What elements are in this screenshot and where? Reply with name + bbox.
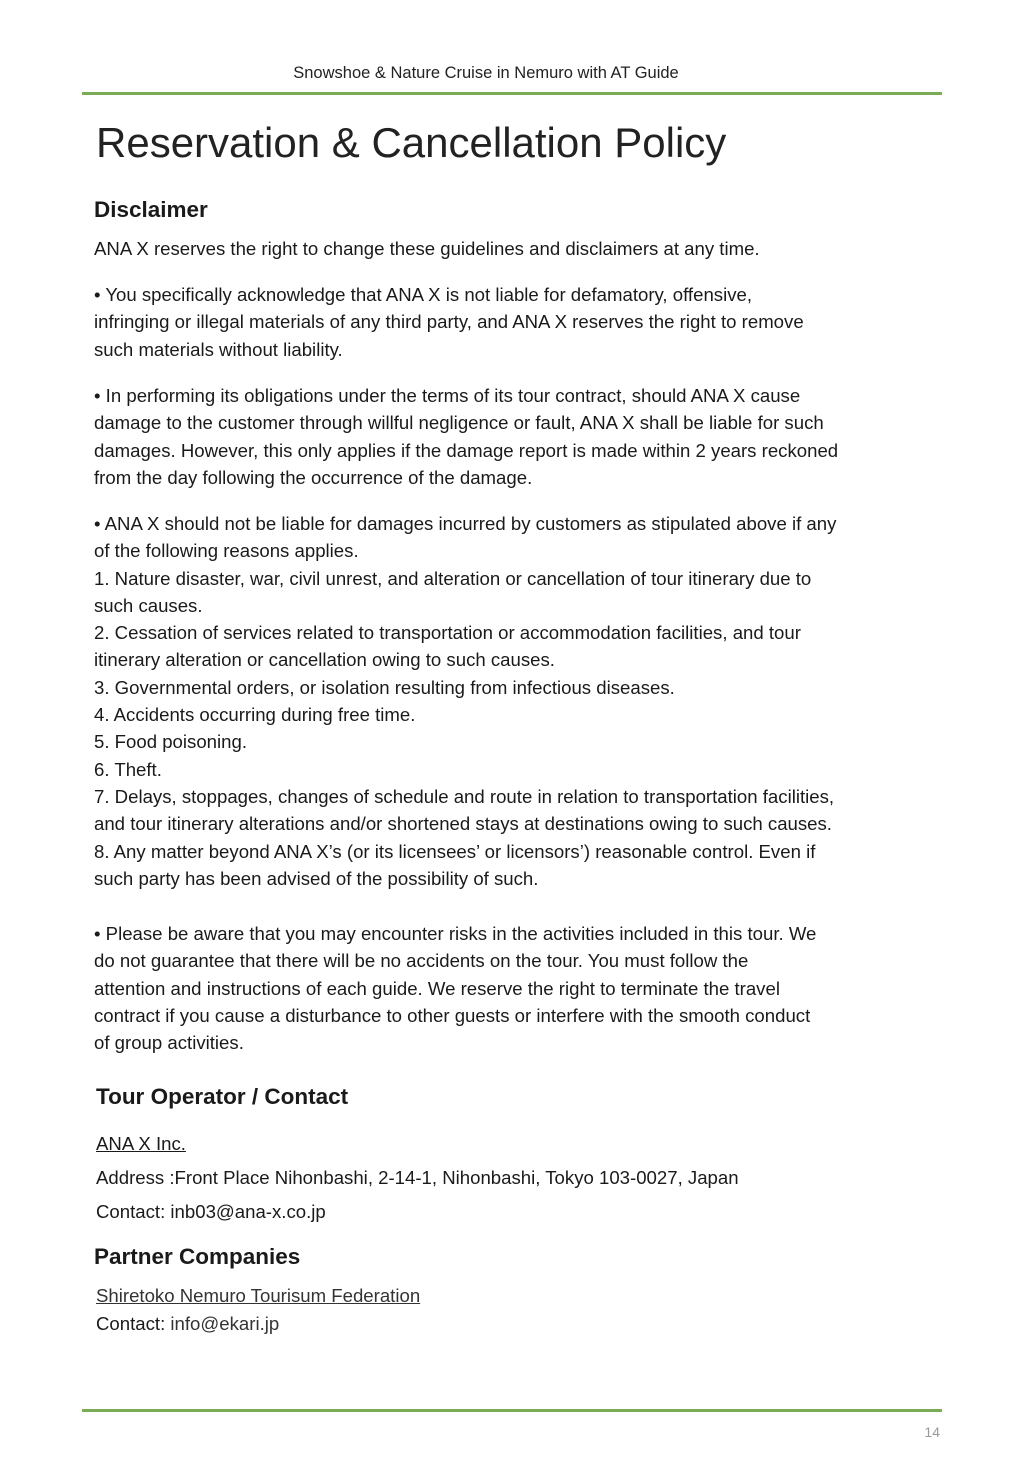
- list-item: 7. Delays, stoppages, changes of schedule and route in relation to transportation facilities,: [94, 785, 835, 807]
- text-line: of the following reasons applies.: [94, 540, 359, 562]
- operator-contact: Contact: inb03@ana-x.co.jp: [96, 1201, 326, 1222]
- list-item: 6. Theft.: [94, 758, 162, 780]
- text-line: • In performing its obligations under the terms of its tour contract, should ANA X cause: [94, 385, 801, 406]
- operator-company: [96, 1130, 186, 1157]
- text-line: damage to the customer through willful negligence or fault, ANA X shall be liable for such: [94, 412, 824, 434]
- text-line: • Please be aware that you may encounter risks in the activities included in this tour. We: [94, 923, 817, 944]
- operator-address: Address :Front Place Nihonbashi, 2-14-1, Nihonbashi, Tokyo 103-0027, Japan: [96, 1167, 739, 1188]
- disclaimer-bullet-risks: [94, 920, 944, 1056]
- list-item: 4. Accidents occurring during free time.: [94, 704, 416, 726]
- footer-divider: [82, 1409, 942, 1412]
- list-item: 1. Nature disaster, war, civil unrest, and alteration or cancellation of tour itinerary due to: [94, 567, 812, 589]
- page-number: 14: [924, 1424, 940, 1440]
- text-line: such causes.: [94, 594, 203, 616]
- operator-heading: Tour Operator / Contact: [96, 1084, 349, 1109]
- disclaimer-intro: [94, 235, 944, 262]
- list-item: 3. Governmental orders, or isolation resulting from infectious diseases.: [94, 676, 675, 698]
- disclaimer-bullet-exemptions: [94, 510, 944, 892]
- text-line: • You specifically acknowledge that ANA X is not liable for defamatory, offensive,: [94, 284, 753, 305]
- partner-company: [96, 1282, 420, 1309]
- text-line: damages. However, this only applies if the damage report is made within 2 years reckoned: [94, 439, 839, 461]
- text-line: infringing or illegal materials of any third party, and ANA X reserves the right to remove: [94, 311, 804, 333]
- partners-heading: Partner Companies: [94, 1244, 301, 1269]
- text-line: of group activities.: [94, 1032, 244, 1054]
- disclaimer-heading: Disclaimer: [94, 197, 208, 222]
- running-header: Snowshoe & Nature Cruise in Nemuro with AT Guide: [293, 64, 679, 82]
- text-line: from the day following the occurrence of the damage.: [94, 466, 533, 488]
- partner-company-link[interactable]: Shiretoko Nemuro Tourisum Federation: [96, 1285, 421, 1306]
- page-title: Reservation & Cancellation Policy: [96, 119, 727, 166]
- list-item: 8. Any matter beyond ANA X’s (or its licensees’ or licensors’) reasonable control. Even if: [94, 840, 816, 862]
- text-line: attention and instructions of each guide. We reserve the right to terminate the travel: [94, 977, 780, 999]
- partner-contact-email: info@ekari.jp: [165, 1313, 280, 1334]
- text-line: contract if you cause a disturbance to other guests or interfere with the smooth conduct: [94, 1004, 811, 1026]
- text-line: do not guarantee that there will be no accidents on the tour. You must follow the: [94, 950, 749, 972]
- text-line: itinerary alteration or cancellation owing to such causes.: [94, 649, 555, 671]
- text-line: • ANA X should not be liable for damages incurred by customers as stipulated above if any: [94, 513, 837, 534]
- disclaimer-intro-line: ANA X reserves the right to change these guidelines and disclaimers at any time.: [94, 238, 760, 259]
- list-item: 5. Food poisoning.: [94, 731, 247, 753]
- partner-contact: [96, 1310, 279, 1337]
- text-line: and tour itinerary alterations and/or shortened stays at destinations owing to such causes.: [94, 813, 832, 835]
- header-divider: [82, 92, 942, 95]
- disclaimer-bullet-liability: [94, 281, 944, 363]
- disclaimer-bullet-damages: [94, 382, 944, 491]
- text-line: such party has been advised of the possibility of such.: [94, 867, 539, 889]
- text-line: such materials without liability.: [94, 338, 343, 360]
- partner-contact-label: Contact:: [96, 1313, 166, 1334]
- list-item: 2. Cessation of services related to transportation or accommodation facilities, and tour: [94, 622, 801, 644]
- operator-company-link[interactable]: ANA X Inc.: [96, 1133, 186, 1154]
